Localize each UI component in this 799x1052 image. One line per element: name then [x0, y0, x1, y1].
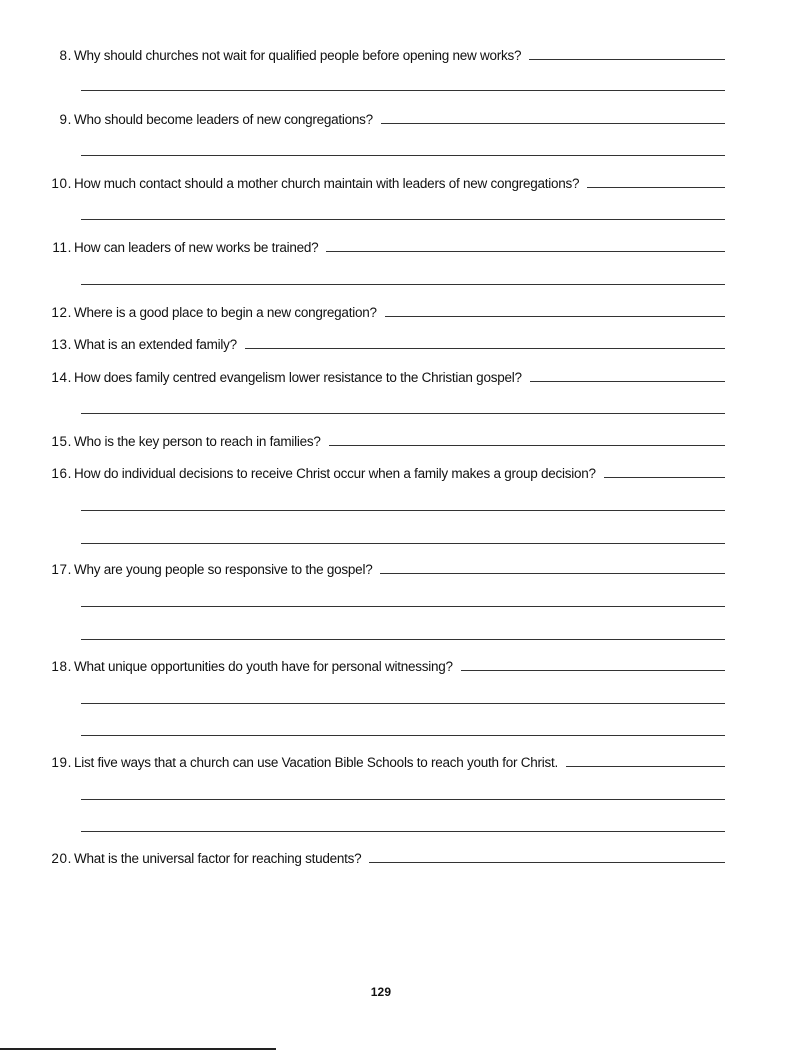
answer-line[interactable]: [81, 413, 725, 414]
question-number: 13.: [51, 337, 72, 352]
answer-line[interactable]: [81, 155, 725, 156]
question-text: How much contact should a mother church maintain with leaders of new congregations?: [74, 176, 580, 191]
answer-line[interactable]: [529, 59, 725, 60]
answer-line[interactable]: [81, 90, 725, 91]
question-8: [38, 48, 725, 64]
page-edge-rule: [0, 1048, 276, 1050]
question-number: 16.: [51, 466, 72, 481]
question-20: [38, 851, 725, 867]
answer-line[interactable]: [81, 219, 725, 220]
question-15: [38, 434, 725, 450]
question-17: [38, 562, 725, 578]
question-number: 12.: [51, 305, 72, 320]
answer-line[interactable]: [81, 735, 725, 736]
question-18: [38, 659, 725, 675]
question-text: Why are young people so responsive to the gospel?: [74, 562, 373, 577]
question-text: What is the universal factor for reaching students?: [74, 851, 362, 866]
question-number: 17.: [51, 562, 72, 577]
answer-line[interactable]: [81, 703, 725, 704]
answer-line[interactable]: [385, 316, 725, 317]
answer-line[interactable]: [329, 445, 725, 446]
answer-line[interactable]: [380, 573, 725, 574]
question-16: [38, 466, 725, 482]
question-number: 8.: [59, 48, 72, 63]
answer-line[interactable]: [566, 766, 725, 767]
question-number: 20.: [51, 851, 72, 866]
question-text: How do individual decisions to receive Christ occur when a family makes a group decision?: [74, 466, 596, 481]
question-19: [38, 755, 725, 771]
question-text: Who should become leaders of new congregations?: [74, 112, 373, 127]
question-text: Why should churches not wait for qualified people before opening new works?: [74, 48, 522, 63]
question-text: What unique opportunities do youth have for personal witnessing?: [74, 659, 453, 674]
question-number: 14.: [51, 370, 72, 385]
question-text: What is an extended family?: [74, 337, 237, 352]
question-number: 19.: [51, 755, 72, 770]
question-11: [38, 240, 725, 256]
answer-line[interactable]: [604, 477, 725, 478]
question-number: 10.: [51, 176, 72, 191]
answer-line[interactable]: [461, 670, 725, 671]
question-9: [38, 112, 725, 128]
question-12: [38, 305, 725, 321]
question-10: [38, 176, 725, 192]
question-number: 9.: [59, 112, 72, 127]
answer-line[interactable]: [81, 639, 725, 640]
answer-line[interactable]: [81, 831, 725, 832]
answer-line[interactable]: [587, 187, 725, 188]
question-number: 18.: [51, 659, 72, 674]
answer-line[interactable]: [530, 381, 725, 382]
question-13: [38, 337, 725, 353]
question-number: 11.: [52, 240, 72, 255]
answer-line[interactable]: [81, 606, 725, 607]
answer-line[interactable]: [81, 799, 725, 800]
question-text: How can leaders of new works be trained?: [74, 240, 319, 255]
answer-line[interactable]: [381, 123, 725, 124]
page-number: 129: [370, 985, 392, 999]
question-text: How does family centred evangelism lower resistance to the Christian gospel?: [74, 370, 522, 385]
answer-line[interactable]: [81, 284, 725, 285]
question-text: Where is a good place to begin a new congregation?: [74, 305, 377, 320]
answer-line[interactable]: [81, 510, 725, 511]
answer-line[interactable]: [245, 348, 725, 349]
answer-line[interactable]: [81, 543, 725, 544]
question-text: List five ways that a church can use Vacation Bible Schools to reach youth for Christ.: [74, 755, 559, 770]
question-14: [38, 370, 725, 386]
question-text: Who is the key person to reach in families?: [74, 434, 321, 449]
answer-line[interactable]: [369, 862, 725, 863]
question-number: 15.: [51, 434, 72, 449]
answer-line[interactable]: [326, 251, 725, 252]
